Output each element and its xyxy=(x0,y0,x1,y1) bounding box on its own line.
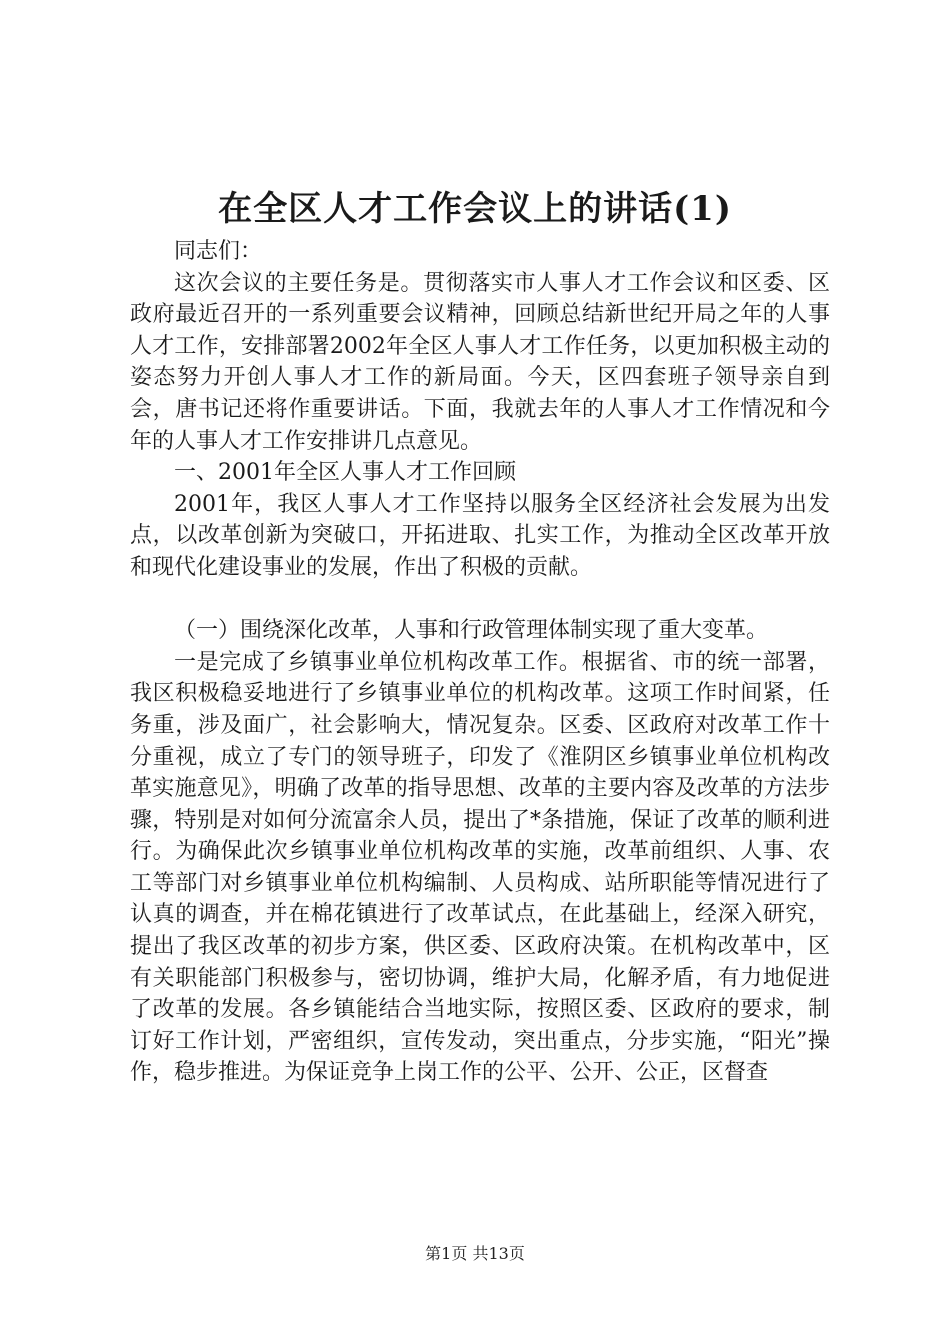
page-footer xyxy=(0,1243,950,1265)
section-heading: 一、2001年全区人事人才工作回顾 xyxy=(174,460,516,486)
intro-paragraph: 这次会议的主要任务是。贯彻落实市人事人才工作会议和区委、区政府最近召开的一系列重要会议精神，回顾总结新世纪开局之年的人事人才工作，安排部署2002年全区人事人才工作任务，以更加积极主动的姿态努力开创人事人才工作的新局面。今天，区四套班子领导亲自到会，唐书记还将作重要讲话。下面，我就去年的人事人才工作情况和今年的人事人才工作安排讲几点意见。 xyxy=(130,270,830,454)
document-body xyxy=(130,236,830,1089)
page-total: 共13页 xyxy=(472,1244,525,1263)
page-number: 第1页 xyxy=(425,1244,468,1263)
review-paragraph: 2001年，我区人事人才工作坚持以服务全区经济社会发展为出发点，以改革创新为突破口，开拓进取、扎实工作，为推动全区改革开放和现代化建设事业的发展，作出了积极的贡献。 xyxy=(130,491,830,580)
reform-paragraph: 一是完成了乡镇事业单位机构改革工作。根据省、市的统一部署，我区积极稳妥地进行了乡镇事业单位的机构改革。这项工作时间紧，任务重，涉及面广，社会影响大，情况复杂。区委、区政府对改革工作十分重视，成立了专门的领导班子，印发了《淮阴区乡镇事业单位机构改革实施意见》，明确了改革的指导思想、改革的主要内容及改革的方法步骤，特别是对如何分流富余人员，提出了*条措施，保证了改革的顺利进行。为确保此次乡镇事业单位机构改革的实施，改革前组织、人事、农工等部门对乡镇事业单位机构编制、人员构成、站所职能等情况进行了认真的调查，并在棉花镇进行了改革试点，在此基础上，经深入研究，提出了我区改革的初步方案，供区委、区政府决策。在机构改革中，区有关职能部门积极参与，密切协调，维护大局，化解矛盾，有力地促进了改革的发展。各乡镇能结合当地实际，按照区委、区政府的要求，制订好工作计划，严密组织，宣传发动，突出重点，分步实施，“阳光”操作，稳步推进。为保证竞争上岗工作的公平、公开、公正，区督查 xyxy=(130,649,830,1086)
document-title: 在全区人才工作会议上的讲话(1) xyxy=(218,189,732,229)
salutation-paragraph: 同志们： xyxy=(174,239,263,264)
subsection-heading: （一）围绕深化改革，人事和行政管理体制实现了重大变革。 xyxy=(174,618,769,644)
